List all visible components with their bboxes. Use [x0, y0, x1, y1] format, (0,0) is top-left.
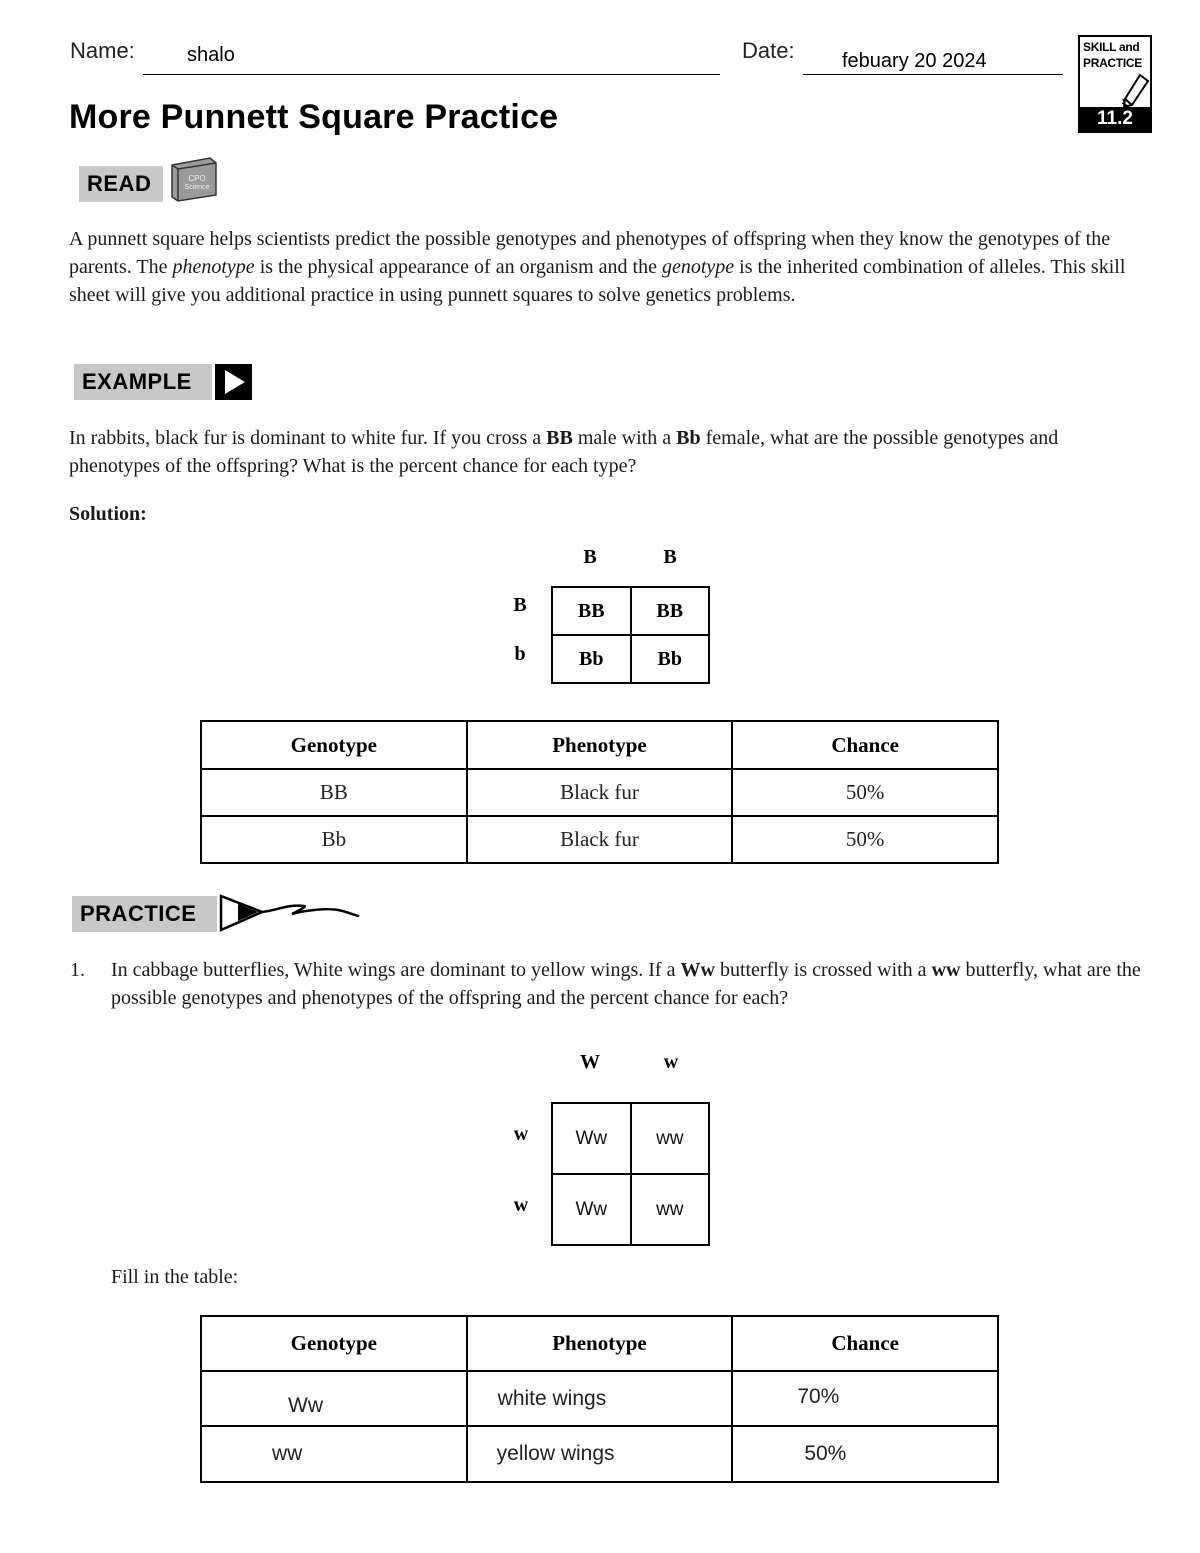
punnett-cell-input[interactable]: ww [631, 1103, 709, 1174]
read-tag: READ [79, 166, 163, 202]
punnett-cell: BB [552, 587, 631, 635]
example-text-3: female, what are the possible genotypes and phenotypes of the offspring? What is the percent chance for each type? [69, 427, 1059, 477]
practice-side-allele-1: w [513, 1123, 529, 1145]
practice-top-allele-1: W [580, 1051, 600, 1073]
table-row [201, 1426, 998, 1482]
read-paragraph [69, 225, 1139, 309]
phenotype-input[interactable]: white wings [467, 1371, 733, 1426]
example-side-allele-1: B [513, 594, 527, 616]
practice-text-2: butterfly is crossed with a [714, 959, 932, 981]
date-field[interactable]: febuary 20 2024 [842, 50, 987, 72]
book-text-1: CPO [188, 174, 206, 183]
table-header-genotype: Genotype [201, 721, 467, 769]
table-header-chance: Chance [732, 721, 998, 769]
practice-text-1: In cabbage butterflies, White wings are dominant to yellow wings. If a [111, 959, 681, 981]
genotype-input[interactable]: Ww [201, 1371, 467, 1426]
read-text-1: A punnett square helps scientists predict the possible genotypes and phenotypes of offspring when they know the genotypes of the parents. The [69, 228, 1111, 278]
read-text-2: is the physical appearance of an organism and the [254, 256, 662, 278]
badge-number: 11.2 [1080, 107, 1150, 131]
example-tag: EXAMPLE [74, 364, 212, 400]
practice-side-allele-2: w [513, 1194, 529, 1216]
example-top-allele-1: B [583, 546, 597, 568]
table-cell: Black fur [467, 816, 733, 863]
fill-table-label: Fill in the table: [111, 1266, 239, 1288]
read-text-3: is the inherited combination of alleles. This skill sheet will give you additional practice in using punnett squares to solve genetics problems. [69, 256, 1126, 306]
table-header-genotype: Genotype [201, 1316, 467, 1371]
practice-genotype-2: ww [931, 959, 961, 981]
phenotype-term: phenotype [172, 256, 255, 278]
chance-input[interactable]: 70% [732, 1371, 998, 1426]
example-text-1: In rabbits, black fur is dominant to white fur. If you cross a [69, 427, 547, 449]
pencil-arrow-icon [218, 892, 360, 934]
table-row [201, 769, 998, 816]
play-arrow-icon [215, 364, 252, 400]
punnett-cell: Bb [552, 635, 631, 683]
date-underline [803, 74, 1063, 75]
punnett-cell-input[interactable]: ww [631, 1174, 709, 1245]
example-text-2: male with a [572, 427, 677, 449]
table-cell: 50% [732, 816, 998, 863]
chance-input[interactable]: 50% [732, 1426, 998, 1482]
example-top-allele-2: B [663, 546, 677, 568]
table-cell: BB [201, 769, 467, 816]
punnett-cell-input[interactable]: Ww [552, 1174, 631, 1245]
name-label: Name: [70, 38, 135, 63]
example-results-table [200, 720, 999, 864]
table-header-phenotype: Phenotype [467, 1316, 733, 1371]
phenotype-input[interactable]: yellow wings [467, 1426, 733, 1482]
practice-genotype-1: Ww [680, 959, 715, 981]
skill-and-practice-badge [1078, 35, 1152, 133]
practice-punnett-square [551, 1102, 710, 1246]
table-row [201, 816, 998, 863]
date-label: Date: [742, 38, 795, 63]
question-number: 1. [70, 959, 85, 981]
table-header-chance: Chance [732, 1316, 998, 1371]
genotype-term: genotype [661, 256, 735, 278]
book-text-2: Science [184, 184, 210, 191]
practice-tag: PRACTICE [72, 896, 217, 932]
name-underline [143, 74, 720, 75]
punnett-cell: BB [631, 587, 710, 635]
genotype-input[interactable]: ww [201, 1426, 467, 1482]
practice-top-allele-2: w [663, 1051, 679, 1073]
name-field[interactable]: shalo [187, 44, 235, 66]
table-cell: Black fur [467, 769, 733, 816]
badge-line-1: SKILL and [1083, 40, 1140, 54]
punnett-cell: Bb [631, 635, 710, 683]
example-genotype-1: BB [546, 427, 573, 449]
solution-label: Solution: [69, 503, 147, 525]
table-row [201, 1371, 998, 1426]
practice-text-3: butterfly, what are the possible genotypes and phenotypes of the offspring and the percent chance for each? [111, 959, 1141, 1009]
table-header-phenotype: Phenotype [467, 721, 733, 769]
example-genotype-2: Bb [676, 427, 701, 449]
table-cell: 50% [732, 769, 998, 816]
page-title: More Punnett Square Practice [69, 98, 559, 136]
practice-results-table [200, 1315, 999, 1483]
pencil-icon [1120, 73, 1150, 109]
table-cell: Bb [201, 816, 467, 863]
book-icon [166, 155, 222, 203]
example-punnett-square [551, 586, 710, 684]
example-question [69, 424, 1139, 480]
example-side-allele-2: b [514, 643, 526, 665]
badge-line-2: PRACTICE [1083, 56, 1142, 70]
punnett-cell-input[interactable]: Ww [552, 1103, 631, 1174]
practice-question [111, 956, 1141, 1012]
